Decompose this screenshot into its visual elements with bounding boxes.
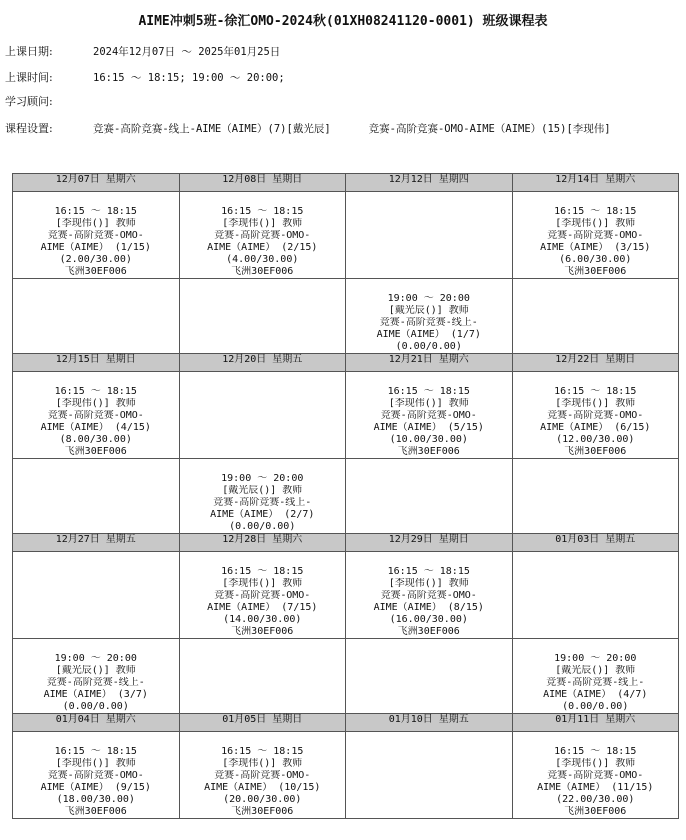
lesson-line: AIME（AIME） (9/15) xyxy=(40,782,151,793)
lesson-entry xyxy=(513,732,679,818)
lesson-entry xyxy=(513,639,679,713)
lesson-entry xyxy=(180,552,346,638)
lesson-line: 竞赛-高阶竞赛-线上- xyxy=(379,317,478,328)
lesson-line: 19:00 ～ 20:00 xyxy=(54,653,137,664)
lesson-line: 飞洲30EF006 xyxy=(397,626,460,637)
lesson-cell xyxy=(512,192,679,279)
info-label: 学习顾问: xyxy=(5,95,53,108)
lesson-cell xyxy=(13,459,180,534)
lesson-line: [李现伟()] 教师 xyxy=(55,398,136,409)
lesson-cell xyxy=(179,639,346,714)
lesson-line: 飞洲30EF006 xyxy=(397,446,460,457)
date-header: 01月10日 星期五 xyxy=(346,714,513,732)
lesson-cell xyxy=(179,372,346,459)
lesson-line: [李现伟()] 教师 xyxy=(555,398,636,409)
info-course-row xyxy=(5,120,611,136)
lesson-line: AIME（AIME） (4/7) xyxy=(543,689,648,700)
late-slot-row xyxy=(13,279,679,354)
lesson-line: 竞赛-高阶竞赛-OMO- xyxy=(547,770,644,781)
date-header: 12月07日 星期六 xyxy=(13,174,180,192)
date-header: 01月03日 星期五 xyxy=(512,534,679,552)
date-header: 12月28日 星期六 xyxy=(179,534,346,552)
lesson-line: 16:15 ～ 18:15 xyxy=(554,746,637,757)
lesson-entry xyxy=(13,192,179,278)
lesson-line: [李现伟()] 教师 xyxy=(555,218,636,229)
lesson-cell xyxy=(512,639,679,714)
lesson-cell xyxy=(179,192,346,279)
info-label: 上课时间: xyxy=(5,71,53,84)
lesson-line: AIME（AIME） (11/15) xyxy=(537,782,654,793)
early-slot-row xyxy=(13,372,679,459)
lesson-line: 16:15 ～ 18:15 xyxy=(387,566,470,577)
lesson-line: AIME（AIME） (4/15) xyxy=(40,422,151,433)
lesson-cell xyxy=(346,552,513,639)
lesson-line: (0.00/0.00) xyxy=(395,341,462,352)
early-slot-row xyxy=(13,192,679,279)
date-header: 12月27日 星期五 xyxy=(13,534,180,552)
lesson-line: AIME（AIME） (1/7) xyxy=(376,329,481,340)
lesson-line: [李现伟()] 教师 xyxy=(55,758,136,769)
lesson-line: 飞洲30EF006 xyxy=(64,806,127,817)
info-time-row xyxy=(5,69,285,85)
lesson-line: (14.00/30.00) xyxy=(223,614,302,625)
lesson-line: [戴光辰()] 教师 xyxy=(388,305,469,316)
lesson-line: (20.00/30.00) xyxy=(223,794,302,805)
late-slot-row xyxy=(13,459,679,534)
lesson-line: 飞洲30EF006 xyxy=(231,626,294,637)
lesson-entry xyxy=(180,192,346,278)
lesson-cell xyxy=(512,732,679,819)
lesson-line: (2.00/30.00) xyxy=(59,254,132,265)
date-header: 01月04日 星期六 xyxy=(13,714,180,732)
date-header-row xyxy=(13,174,679,192)
lesson-line: 16:15 ～ 18:15 xyxy=(221,746,304,757)
lesson-line: [戴光辰()] 教师 xyxy=(55,665,136,676)
lesson-cell xyxy=(179,732,346,819)
lesson-cell xyxy=(13,279,180,354)
lesson-line: (18.00/30.00) xyxy=(56,794,135,805)
lesson-line: AIME（AIME） (10/15) xyxy=(204,782,321,793)
lesson-line: AIME（AIME） (8/15) xyxy=(373,602,484,613)
lesson-entry xyxy=(346,372,512,458)
lesson-line: [李现伟()] 教师 xyxy=(388,398,469,409)
lesson-line: 16:15 ～ 18:15 xyxy=(54,386,137,397)
lesson-cell xyxy=(13,192,180,279)
lesson-line: AIME（AIME） (1/15) xyxy=(40,242,151,253)
lesson-line: 19:00 ～ 20:00 xyxy=(554,653,637,664)
lesson-line: (0.00/0.00) xyxy=(62,701,129,712)
lesson-line: 飞洲30EF006 xyxy=(231,266,294,277)
lesson-line: 16:15 ～ 18:15 xyxy=(554,386,637,397)
info-value: 2024年12月07日 ～ 2025年01月25日 xyxy=(93,46,281,58)
date-header: 12月08日 星期日 xyxy=(179,174,346,192)
info-date-row xyxy=(5,43,280,59)
late-slot-row xyxy=(13,639,679,714)
lesson-line: [李现伟()] 教师 xyxy=(55,218,136,229)
date-header-row xyxy=(13,714,679,732)
lesson-cell xyxy=(512,552,679,639)
lesson-line: 16:15 ～ 18:15 xyxy=(221,206,304,217)
lesson-line: AIME（AIME） (2/7) xyxy=(210,509,315,520)
lesson-cell xyxy=(346,279,513,354)
lesson-line: (8.00/30.00) xyxy=(59,434,132,445)
lesson-line: 19:00 ～ 20:00 xyxy=(221,473,304,484)
lesson-cell xyxy=(346,732,513,819)
lesson-entry xyxy=(180,459,346,533)
lesson-line: (16.00/30.00) xyxy=(389,614,468,625)
lesson-line: 飞洲30EF006 xyxy=(564,806,627,817)
info-value: 竞赛-高阶竞赛-OMO-AIME（AIME）(15)[李现伟] xyxy=(368,123,611,135)
lesson-cell xyxy=(179,279,346,354)
lesson-line: 竞赛-高阶竞赛-OMO- xyxy=(380,590,477,601)
lesson-entry xyxy=(346,279,512,353)
date-header: 12月14日 星期六 xyxy=(512,174,679,192)
lesson-entry xyxy=(513,192,679,278)
lesson-line: [李现伟()] 教师 xyxy=(222,578,303,589)
lesson-line: 竞赛-高阶竞赛-OMO- xyxy=(47,230,144,241)
lesson-line: [李现伟()] 教师 xyxy=(222,218,303,229)
lesson-cell xyxy=(512,459,679,534)
info-label: 上课日期: xyxy=(5,45,53,58)
lesson-line: (0.00/0.00) xyxy=(562,701,629,712)
lesson-line: (10.00/30.00) xyxy=(389,434,468,445)
date-header: 12月29日 星期日 xyxy=(346,534,513,552)
lesson-line: 飞洲30EF006 xyxy=(564,266,627,277)
lesson-entry xyxy=(180,732,346,818)
lesson-line: AIME（AIME） (3/15) xyxy=(540,242,651,253)
lesson-line: (0.00/0.00) xyxy=(229,521,296,532)
lesson-line: 竞赛-高阶竞赛-线上- xyxy=(46,677,145,688)
lesson-cell xyxy=(13,639,180,714)
lesson-line: AIME（AIME） (6/15) xyxy=(540,422,651,433)
date-header: 12月20日 星期五 xyxy=(179,354,346,372)
lesson-entry xyxy=(13,639,179,713)
lesson-line: 16:15 ～ 18:15 xyxy=(554,206,637,217)
lesson-line: 16:15 ～ 18:15 xyxy=(54,206,137,217)
lesson-line: [戴光辰()] 教师 xyxy=(555,665,636,676)
lesson-line: 竞赛-高阶竞赛-OMO- xyxy=(547,410,644,421)
lesson-line: 竞赛-高阶竞赛-OMO- xyxy=(214,230,311,241)
lesson-line: 竞赛-高阶竞赛-线上- xyxy=(546,677,645,688)
lesson-cell xyxy=(346,639,513,714)
date-header: 01月11日 星期六 xyxy=(512,714,679,732)
lesson-line: 飞洲30EF006 xyxy=(231,806,294,817)
date-header-row xyxy=(13,534,679,552)
info-value: 竞赛-高阶竞赛-线上-AIME（AIME）(7)[戴光辰] xyxy=(93,123,331,135)
lesson-line: [李现伟()] 教师 xyxy=(222,758,303,769)
lesson-line: (4.00/30.00) xyxy=(226,254,299,265)
date-header: 12月15日 星期日 xyxy=(13,354,180,372)
lesson-line: 飞洲30EF006 xyxy=(64,266,127,277)
lesson-entry xyxy=(513,372,679,458)
lesson-line: (12.00/30.00) xyxy=(556,434,635,445)
lesson-line: 竞赛-高阶竞赛-OMO- xyxy=(47,410,144,421)
lesson-line: 竞赛-高阶竞赛-OMO- xyxy=(214,770,311,781)
lesson-line: 竞赛-高阶竞赛-OMO- xyxy=(214,590,311,601)
lesson-line: 19:00 ～ 20:00 xyxy=(387,293,470,304)
lesson-cell xyxy=(13,732,180,819)
lesson-line: AIME（AIME） (3/7) xyxy=(43,689,148,700)
page-title: AIME冲刺5班-徐汇OMO-2024秋(01XH08241120-0001) 班级课程表 xyxy=(138,14,548,29)
lesson-line: 飞洲30EF006 xyxy=(564,446,627,457)
lesson-cell xyxy=(512,372,679,459)
lesson-line: 竞赛-高阶竞赛-线上- xyxy=(213,497,312,508)
lesson-cell xyxy=(512,279,679,354)
lesson-line: [戴光辰()] 教师 xyxy=(222,485,303,496)
lesson-cell xyxy=(179,459,346,534)
lesson-line: 竞赛-高阶竞赛-OMO- xyxy=(380,410,477,421)
lesson-entry xyxy=(13,732,179,818)
date-header: 01月05日 星期日 xyxy=(179,714,346,732)
info-label: 课程设置: xyxy=(5,122,53,135)
lesson-cell xyxy=(346,372,513,459)
lesson-line: 16:15 ～ 18:15 xyxy=(221,566,304,577)
early-slot-row xyxy=(13,552,679,639)
lesson-entry xyxy=(13,372,179,458)
schedule-table xyxy=(12,173,679,819)
lesson-line: (6.00/30.00) xyxy=(559,254,632,265)
lesson-line: AIME（AIME） (5/15) xyxy=(373,422,484,433)
date-header-row xyxy=(13,354,679,372)
lesson-cell xyxy=(13,372,180,459)
date-header: 12月12日 星期四 xyxy=(346,174,513,192)
lesson-line: [李现伟()] 教师 xyxy=(555,758,636,769)
lesson-cell xyxy=(346,192,513,279)
lesson-line: 16:15 ～ 18:15 xyxy=(387,386,470,397)
lesson-line: AIME（AIME） (7/15) xyxy=(207,602,318,613)
lesson-cell xyxy=(346,459,513,534)
lesson-line: 竞赛-高阶竞赛-OMO- xyxy=(47,770,144,781)
lesson-entry xyxy=(346,552,512,638)
date-header: 12月21日 星期六 xyxy=(346,354,513,372)
lesson-cell xyxy=(13,552,180,639)
lesson-line: (22.00/30.00) xyxy=(556,794,635,805)
date-header: 12月22日 星期日 xyxy=(512,354,679,372)
lesson-line: 竞赛-高阶竞赛-OMO- xyxy=(547,230,644,241)
info-value: 16:15 ～ 18:15; 19:00 ～ 20:00; xyxy=(93,72,285,84)
lesson-line: 16:15 ～ 18:15 xyxy=(54,746,137,757)
early-slot-row xyxy=(13,732,679,819)
lesson-line: 飞洲30EF006 xyxy=(64,446,127,457)
lesson-cell xyxy=(179,552,346,639)
info-advisor-row xyxy=(5,93,93,109)
lesson-line: [李现伟()] 教师 xyxy=(388,578,469,589)
lesson-line: AIME（AIME） (2/15) xyxy=(207,242,318,253)
